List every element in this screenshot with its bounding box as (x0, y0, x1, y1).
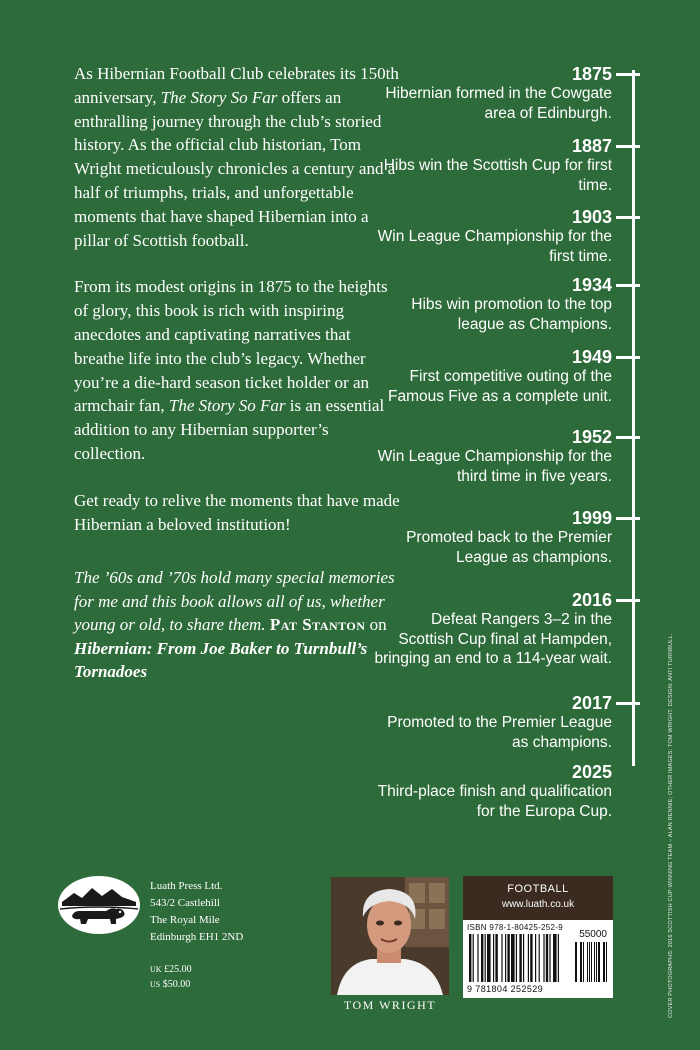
prices (150, 962, 192, 992)
timeline-tick (616, 599, 640, 602)
blurb-paragraph-1: As Hibernian Football Club celebrates its 150th anniversary, The Story So Far offers an enthralling journey through the club’s storied history. As the official club historian, Tom Wright meticulously chronicles a century and a half of triumphs, trials, and unforgettable moments that have shaped Hibernian into a pillar of Scottish football. (74, 64, 399, 250)
blurb-paragraph-2: From its modest origins in 1875 to the heights of glory, this book is rich with inspiring anecdotes and captivating narratives that breathe life into the club’s legacy. Whether you’re a die-hard season ticket holder or an armchair fan, The Story So Far is an essential addition to any Hibernian supporter’s collection. (74, 277, 388, 463)
timeline-tick (616, 702, 640, 705)
author-photo-caption: TOM WRIGHT (343, 998, 437, 1012)
book-title-ref: The Story So Far (168, 396, 286, 416)
back-cover-blurb (74, 62, 400, 559)
timeline-tick (616, 73, 640, 76)
author-photo (331, 877, 449, 995)
quote-author: Pat Stanton (269, 615, 366, 634)
timeline-year: 2016 (571, 590, 612, 610)
quote-book: Hibernian: From Joe Baker to Turnbull’s Tornadoes (74, 638, 368, 681)
photo-credits (668, 633, 682, 1018)
timeline-year: 1952 (571, 427, 612, 447)
publisher-street: 543/2 Castlehill (150, 897, 220, 909)
timeline-entry (372, 762, 612, 821)
timeline-tick (616, 436, 640, 439)
timeline-text: Win League Championship for the third time in five years. (377, 448, 612, 485)
timeline-year: 1875 (571, 64, 612, 84)
timeline-entry (372, 275, 612, 334)
quote-text: The ’60s and ’70s hold many special memories for me and this book allows all of us, whether young or old, to share them. (74, 568, 395, 634)
book-title-ref: The Story So Far (160, 87, 278, 107)
publisher-url: www.luath.co.uk (501, 899, 575, 910)
publisher-name: Luath Press Ltd. (150, 880, 223, 892)
timeline-tick (616, 517, 640, 520)
luath-dog-logo-icon (58, 876, 140, 934)
credits-text: COVER PHOTOGRAPHS: 2016 SCOTTISH CUP-WINNING TEAM – ALAN RENNIE; OTHER IMAGES: TOM WRIGHT. DESIGN: ANTI TURNBULL. (668, 633, 674, 1018)
price-addon: 55000 (579, 929, 607, 940)
timeline-entry (369, 590, 612, 669)
timeline-entry (372, 207, 612, 266)
price-us: us $50.00 (150, 978, 191, 990)
timeline-tick (616, 216, 640, 219)
price-uk: uk £25.00 (150, 963, 192, 975)
timeline-entry (372, 136, 612, 195)
publisher-city-line: Edinburgh EH1 2ND (150, 931, 244, 943)
book-category: FOOTBALL (507, 883, 569, 895)
timeline-tick (616, 145, 640, 148)
timeline-year: 1887 (571, 136, 612, 156)
timeline-text: Promoted back to the Premier League as champions. (406, 529, 612, 566)
timeline-entry (372, 427, 612, 486)
timeline-line (632, 70, 635, 766)
barcode-icon (467, 934, 609, 984)
timeline-year: 1999 (571, 508, 612, 528)
timeline-text: Hibernian formed in the Cowgate area of Edinburgh. (385, 85, 612, 122)
timeline-text: Defeat Rangers 3–2 in the Scottish Cup final at Hampden, bringing an end to a 114-year wait. (374, 611, 612, 667)
timeline-text: Promoted to the Premier League as champions. (387, 714, 612, 751)
timeline-year: 1934 (571, 275, 612, 295)
barcode-panel (463, 876, 613, 998)
publisher-logo (58, 876, 140, 934)
barcode-header (463, 876, 613, 920)
timeline-tick (616, 284, 640, 287)
barcode-number: 9 781804 252529 (467, 984, 544, 994)
timeline-entry (372, 508, 612, 567)
timeline-text: First competitive outing of the Famous Five as a complete unit. (388, 368, 612, 405)
publisher-area: The Royal Mile (150, 914, 220, 926)
timeline-year: 1903 (571, 207, 612, 227)
timeline-text: Third-place finish and qualification for the Europa Cup. (377, 783, 612, 820)
timeline-year: 2025 (571, 762, 612, 782)
timeline-year: 2017 (571, 693, 612, 713)
timeline-text: Hibs win the Scottish Cup for first time. (383, 157, 612, 194)
author-portrait-icon (331, 877, 449, 995)
quote-on: on (369, 615, 387, 634)
timeline-text: Hibs win promotion to the top league as Champions. (411, 296, 612, 333)
timeline-text: Win League Championship for the first time. (377, 228, 612, 265)
timeline-entry (372, 693, 612, 752)
endorsement-quote (74, 566, 400, 684)
timeline-entry (372, 64, 612, 123)
isbn-text: ISBN 978-1-80425-252-9 (467, 923, 563, 932)
blurb-paragraph-3: Get ready to relive the moments that have made Hibernian a beloved institution! (74, 490, 400, 534)
timeline-entry (372, 347, 612, 406)
publisher-address (150, 878, 243, 946)
timeline-year: 1949 (571, 347, 612, 367)
timeline-tick (616, 356, 640, 359)
